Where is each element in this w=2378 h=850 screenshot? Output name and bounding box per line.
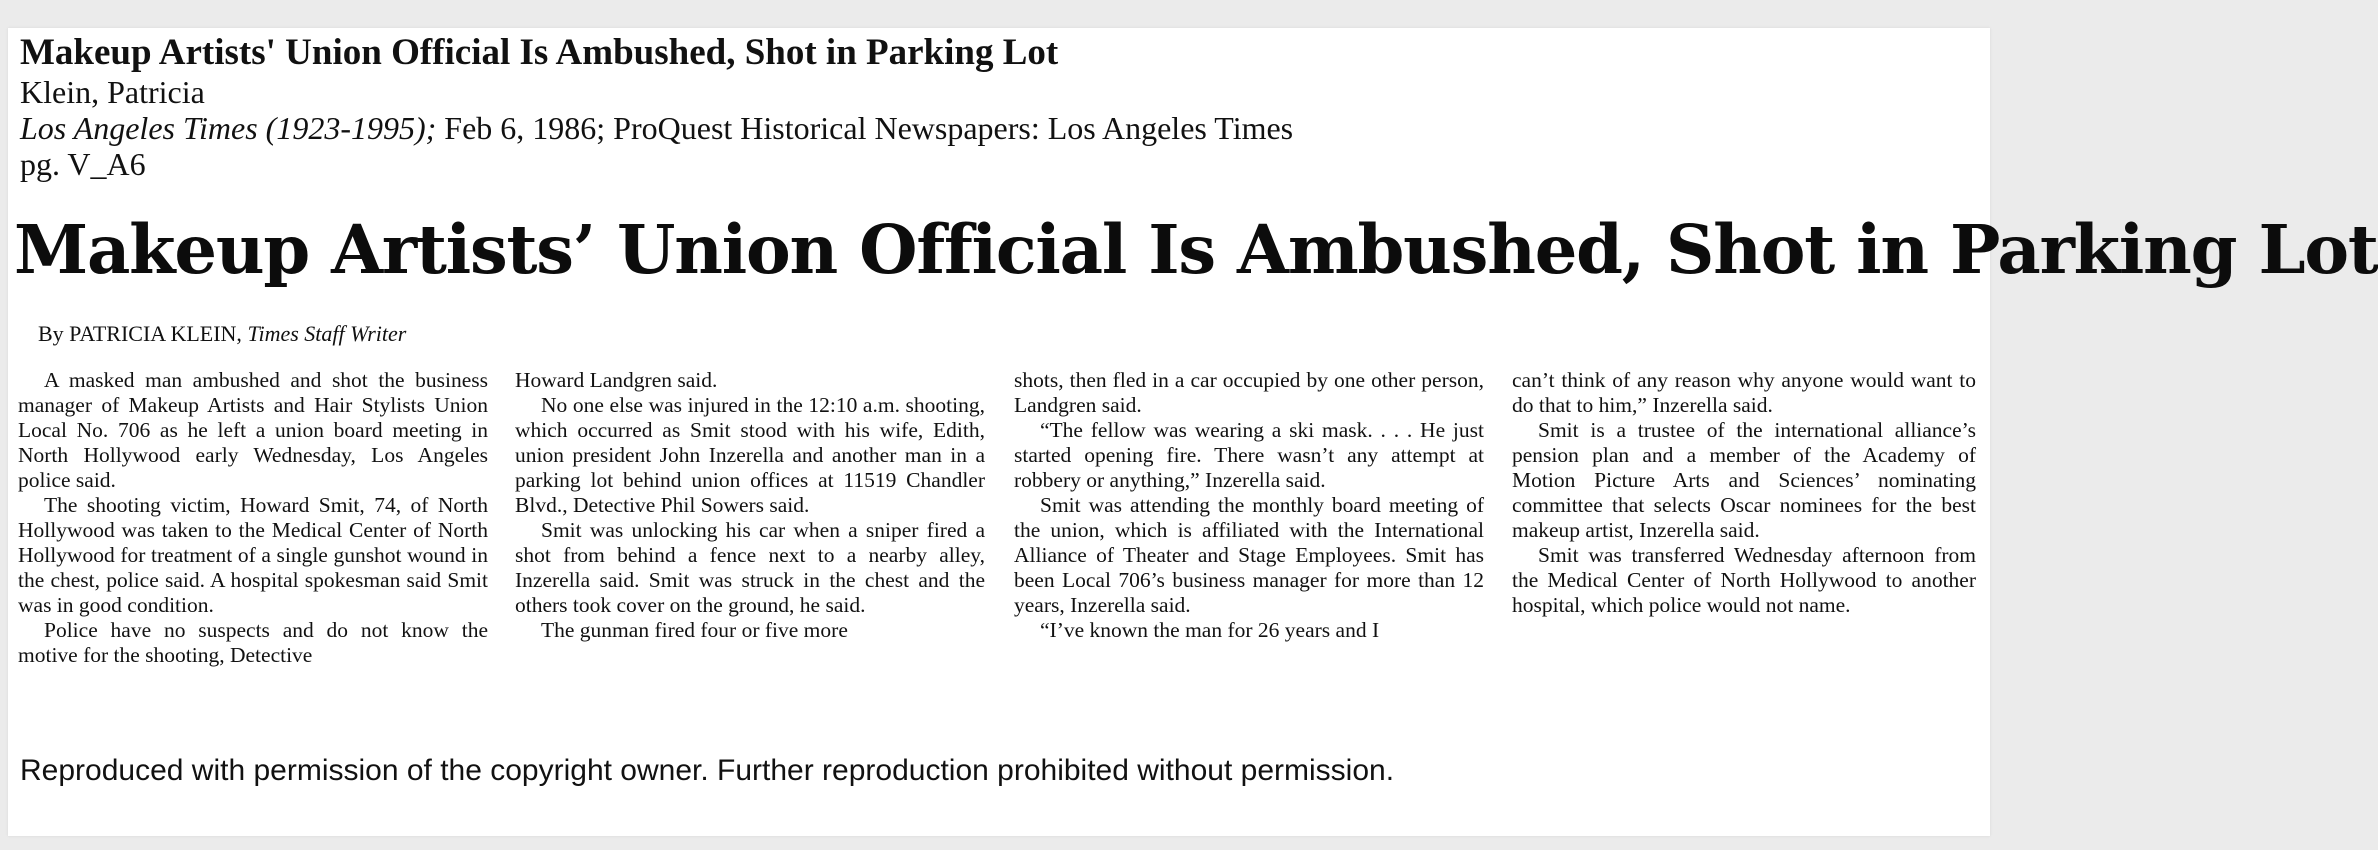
article-paragraph: “The fellow was wearing a ski mask. . . . He just started opening fire. There wasn’t any attempt at robbery or anything,” Inzerella said. — [1014, 418, 1484, 492]
citation-title: Makeup Artists' Union Official Is Ambushed, Shot in Parking Lot — [20, 32, 1059, 73]
citation-block — [20, 32, 1920, 182]
article-column-2 — [515, 368, 985, 643]
article-paragraph: can’t think of any reason why anyone would want to do that to him,” Inzerella said. — [1512, 368, 1976, 417]
article-paragraph: Smit is a trustee of the international alliance’s pension plan and a member of the Academy of Motion Picture Arts and Sciences’ nominating committee that selects Oscar nominees for the best makeup artist, Inzerella said. — [1512, 418, 1976, 542]
citation-source — [20, 110, 1920, 146]
article-paragraph: “I’ve known the man for 26 years and I — [1040, 618, 1380, 642]
citation-source-details: Feb 6, 1986; ProQuest Historical Newspapers: Los Angeles Times — [436, 110, 1294, 146]
article-column-3 — [1014, 368, 1484, 643]
article-byline — [38, 321, 406, 347]
copyright-notice: Reproduced with permission of the copyright owner. Further reproduction prohibited without permission. — [20, 754, 1395, 787]
article-paragraph: No one else was injured in the 12:10 a.m. shooting, which occurred as Smit stood with his wife, Edith, union president John Inzerella and another man in a parking lot behind union offices at 11519 Chandler Blvd., Detective Phil Sowers said. — [515, 393, 985, 517]
article-paragraph: Howard Landgren said. — [515, 368, 718, 392]
document-page — [8, 28, 2378, 836]
article-headline: Makeup Artists’ Union Official Is Ambushed, Shot in Parking Lot — [14, 210, 2378, 289]
article-body — [14, 368, 1984, 728]
article-paragraph: Police have no suspects and do not know the motive for the shooting, Detective — [18, 618, 488, 667]
article-paragraph: Smit was unlocking his car when a sniper fired a shot from behind a fence next to a nearby alley, Inzerella said. Smit was struck in the chest and the others took cover on the ground, he said. — [515, 518, 985, 617]
citation-author: Klein, Patricia — [20, 74, 205, 110]
byline-role: Times Staff Writer — [247, 321, 407, 346]
article-paragraph: The shooting victim, Howard Smit, 74, of North Hollywood was taken to the Medical Center of North Hollywood for treatment of a single gunshot wound in the chest, police said. A hospital spokesman said Smit was in good condition. — [18, 493, 488, 617]
article-paragraph: A masked man ambushed and shot the business manager of Makeup Artists and Hair Stylists Union Local No. 706 as he left a union board meeting in North Hollywood early Wednesday, Los Angeles police said. — [18, 368, 488, 492]
citation-publication: Los Angeles Times (1923-1995); — [20, 110, 437, 146]
citation-page: pg. V_A6 — [20, 146, 146, 182]
article-column-4 — [1512, 368, 1976, 618]
article-paragraph: The gunman fired four or five more — [541, 618, 848, 642]
byline-name: By PATRICIA KLEIN, — [38, 321, 242, 346]
article-column-1 — [18, 368, 488, 668]
article-paragraph: shots, then fled in a car occupied by one other person, Landgren said. — [1014, 368, 1484, 417]
article-paragraph: Smit was transferred Wednesday afternoon from the Medical Center of North Hollywood to another hospital, which police would not name. — [1512, 543, 1976, 617]
article-paragraph: Smit was attending the monthly board meeting of the union, which is affiliated with the International Alliance of Theater and Stage Employees. Smit has been Local 706’s business manager for more than 12 years, Inzerella said. — [1014, 493, 1484, 617]
